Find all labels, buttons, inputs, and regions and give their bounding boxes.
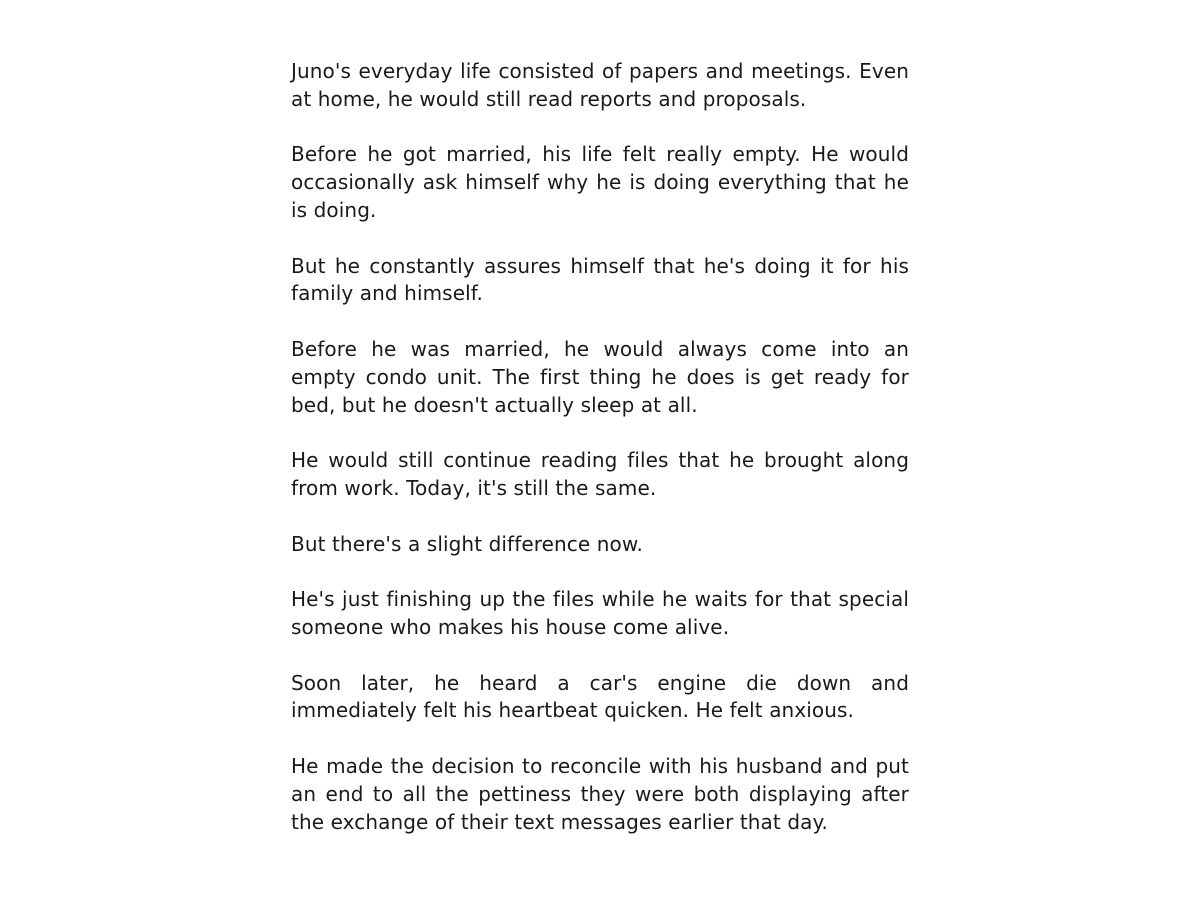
story-paragraph-4: Before he was married, he would always come into an empty condo unit. The first thing he does is get ready for bed, but he doesn't actually sleep at all.	[291, 336, 909, 417]
story-paragraph-2: Before he got married, his life felt really empty. He would occasionally ask himself why he is doing everything that he is doing.	[291, 142, 909, 222]
story-paragraph-3: But he constantly assures himself that he's doing it for his family and himself.	[291, 253, 909, 306]
story-paragraph-9: He made the decision to reconcile with his husband and put an end to all the pettiness they were both displaying after the exchange of their text messages earlier that day.	[291, 753, 909, 834]
story-paragraph-6: But there's a slight difference now.	[291, 531, 643, 556]
story-paragraph-5: He would still continue reading files that he brought along from work. Today, it's still the same.	[291, 448, 909, 500]
story-paragraph-8: Soon later, he heard a car's engine die down and immediately felt his heartbeat quicken. He felt anxious.	[291, 670, 909, 723]
story-paragraph-1: Juno's everyday life consisted of papers and meetings. Even at home, he would still read reports and proposals.	[291, 59, 909, 111]
story-paragraph-7: He's just finishing up the files while he waits for that special someone who makes his house come alive.	[291, 587, 909, 639]
story-text	[291, 58, 909, 836]
